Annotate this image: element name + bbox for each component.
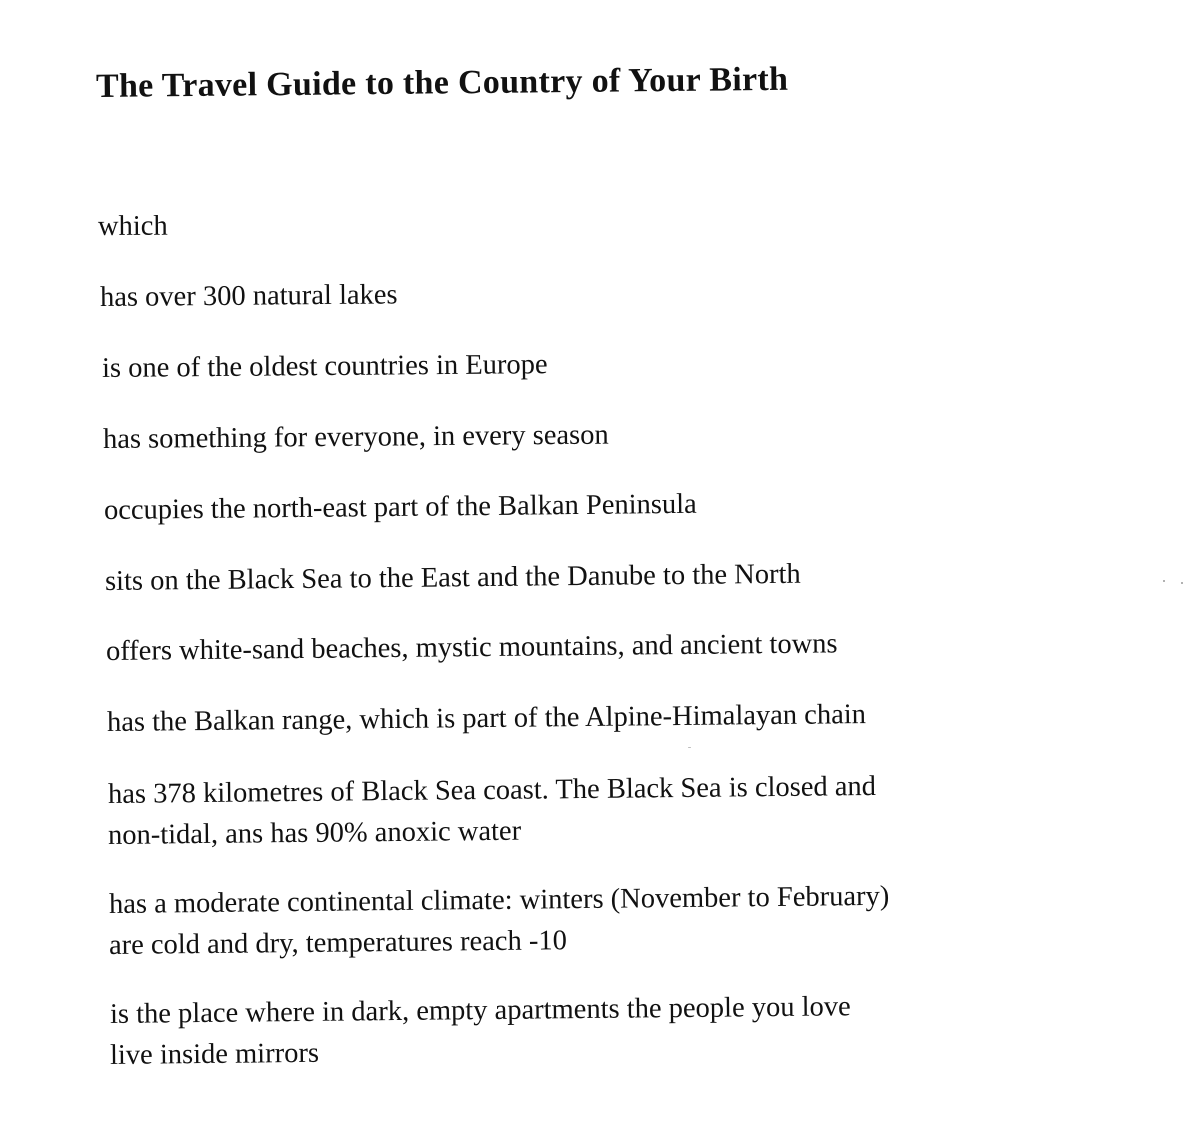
- poem-line: which: [97, 210, 168, 242]
- poem-line: is the place where in dark, empty apartments the people you love: [109, 991, 851, 1030]
- scan-speck: [1163, 580, 1165, 582]
- poem-title: The Travel Guide to the Country of Your Birth: [95, 60, 789, 105]
- poem-line: has something for everyone, in every season: [102, 419, 609, 455]
- poem-line: sits on the Black Sea to the East and the Danube to the North: [104, 558, 801, 597]
- poem-line: has the Balkan range, which is part of the Alpine-Himalayan chain: [106, 699, 867, 738]
- scan-speck: [688, 747, 691, 748]
- poem-line: has a moderate continental climate: winters (November to February): [108, 880, 890, 920]
- poem-line: occupies the north-east part of the Balkan Peninsula: [103, 488, 697, 526]
- poem-line-continuation: live inside mirrors: [109, 1037, 320, 1071]
- scan-speck: [1181, 582, 1183, 584]
- poem-line: offers white-sand beaches, mystic mountains, and ancient towns: [105, 628, 838, 667]
- poem-line: is one of the oldest countries in Europe: [101, 349, 548, 384]
- poem-line: has 378 kilometres of Black Sea coast. The Black Sea is closed and: [107, 770, 877, 810]
- poem-line-continuation: are cold and dry, temperatures reach -10: [108, 925, 568, 961]
- poem-line: has over 300 natural lakes: [99, 279, 398, 313]
- poem-line-continuation: non-tidal, ans has 90% anoxic water: [107, 815, 522, 851]
